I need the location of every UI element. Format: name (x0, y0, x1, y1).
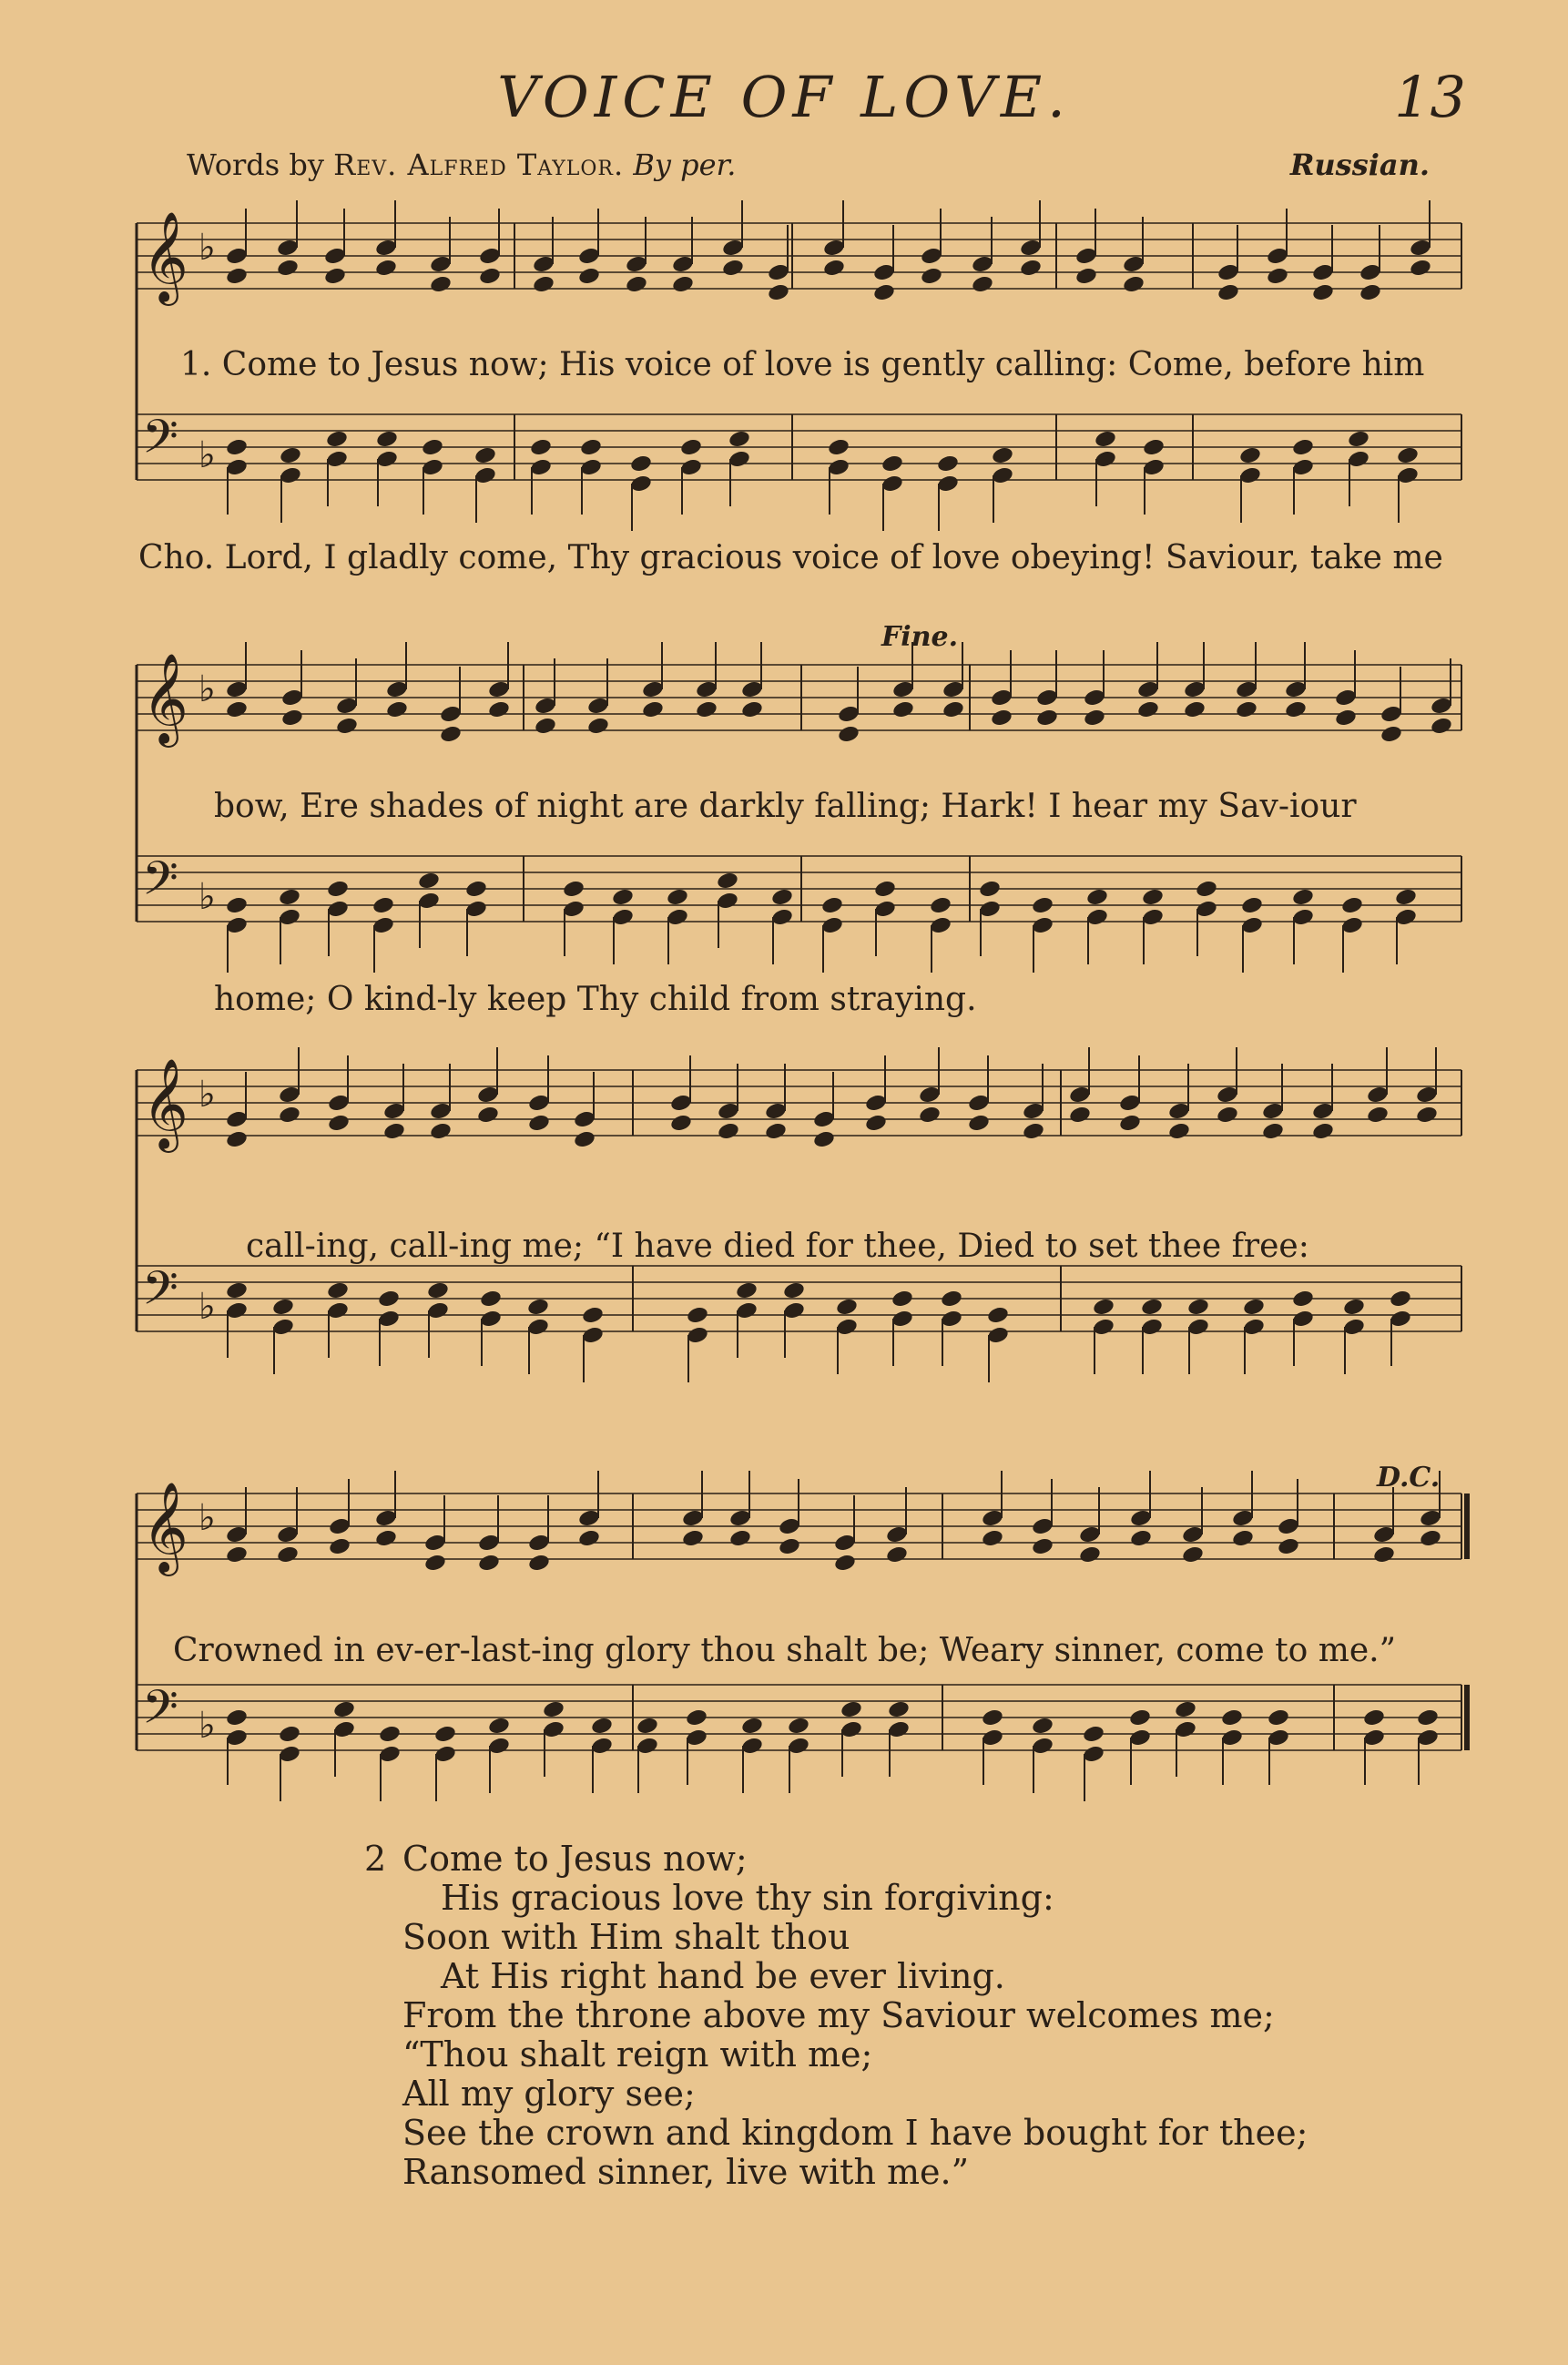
treble-clef-icon: 𝄞 (142, 1482, 188, 1573)
note-head-icon (1068, 1105, 1092, 1125)
note-head-icon (417, 871, 441, 891)
note-head-icon (1291, 437, 1315, 457)
note-head-icon (439, 724, 463, 744)
stanza-line: Ransomed sinner, live with me.” (402, 2152, 970, 2192)
flat-icon: ♭ (199, 227, 216, 269)
note-head-icon (1409, 258, 1432, 278)
stanza-line: From the throne above my Saviour welcomes me; (402, 1995, 1275, 2035)
note-head-icon (487, 1716, 511, 1736)
bass-clef-icon: 𝄢 (142, 1260, 178, 1327)
bass-clef-icon: 𝄢 (142, 851, 178, 917)
note-head-icon (429, 1121, 453, 1141)
note-head-icon (1118, 1113, 1142, 1133)
note-head-icon (1122, 274, 1145, 294)
note-head-icon (527, 1113, 551, 1133)
note-head-icon (1372, 1544, 1396, 1565)
note-head-icon (323, 266, 347, 286)
note-head-icon (636, 1716, 659, 1736)
note-head-icon (864, 1113, 888, 1133)
note-head-icon (629, 454, 653, 474)
note-head-icon (332, 1699, 356, 1719)
note-head-icon (929, 895, 952, 915)
note-head-icon (479, 1289, 503, 1309)
note-head-icon (1035, 708, 1059, 728)
note-head-icon (478, 266, 502, 286)
note-head-icon (942, 699, 965, 719)
stanza-2 (364, 1840, 1308, 2192)
stanza-line: His gracious love thy sin forgiving: (441, 1878, 1054, 1918)
note-head-icon (1235, 699, 1258, 719)
note-head-icon (991, 445, 1014, 465)
page-number: 13 (1394, 64, 1466, 130)
note-head-icon (426, 1280, 450, 1300)
note-head-icon (822, 258, 846, 278)
lyric-system-4: Crowned in ev-er-last-ing glory thou shalt be; Weary sinner, come to me.” (173, 1632, 1396, 1669)
note-head-icon (1141, 887, 1165, 907)
note-head-icon (740, 1716, 764, 1736)
note-head-icon (1128, 1707, 1152, 1728)
tune-name: Russian. (1289, 148, 1430, 182)
note-head-icon (562, 879, 585, 899)
note-head-icon (225, 1544, 249, 1565)
note-head-icon (1136, 699, 1160, 719)
note-head-icon (278, 1724, 301, 1744)
note-head-icon (782, 1280, 806, 1300)
note-head-icon (1183, 699, 1207, 719)
note-head-icon (1415, 1105, 1439, 1125)
note-head-icon (532, 274, 555, 294)
note-head-icon (534, 716, 557, 736)
note-head-icon (770, 887, 794, 907)
note-head-icon (385, 699, 409, 719)
note-head-icon (920, 266, 943, 286)
note-head-icon (1394, 887, 1418, 907)
note-head-icon (1389, 1289, 1412, 1309)
note-head-icon (1186, 1297, 1210, 1317)
note-head-icon (278, 887, 301, 907)
note-head-icon (271, 1297, 295, 1317)
note-head-icon (611, 887, 635, 907)
note-head-icon (579, 437, 603, 457)
note-head-icon (328, 1536, 351, 1556)
note-head-icon (326, 1280, 350, 1300)
note-head-icon (325, 429, 349, 449)
note-head-icon (1140, 1297, 1164, 1317)
hymn-title: VOICE OF LOVE. (497, 64, 1071, 130)
note-head-icon (1267, 1707, 1290, 1728)
note-head-icon (280, 708, 304, 728)
note-head-icon (728, 429, 751, 449)
note-head-icon (374, 258, 398, 278)
note-head-icon (1082, 1724, 1105, 1744)
permission-note: By per. (633, 148, 737, 182)
note-head-icon (1174, 1699, 1197, 1719)
note-head-icon (1167, 1121, 1191, 1141)
note-head-icon (1083, 708, 1106, 728)
note-head-icon (1291, 1289, 1315, 1309)
note-head-icon (1217, 282, 1240, 302)
note-head-icon (721, 258, 745, 278)
note-head-icon (1238, 445, 1262, 465)
note-head-icon (812, 1129, 836, 1149)
note-head-icon (527, 1553, 551, 1573)
note-head-icon (873, 879, 897, 899)
note-head-icon (681, 1528, 705, 1548)
note-head-icon (581, 1305, 605, 1325)
note-head-icon (1284, 699, 1308, 719)
note-head-icon (327, 1113, 351, 1133)
note-head-icon (225, 895, 249, 915)
note-head-icon (335, 716, 359, 736)
note-head-icon (990, 708, 1013, 728)
note-head-icon (1380, 724, 1403, 744)
note-head-icon (477, 1553, 501, 1573)
note-head-icon (279, 445, 302, 465)
note-head-icon (375, 429, 399, 449)
note-head-icon (1092, 1297, 1115, 1317)
note-head-icon (695, 699, 718, 719)
note-head-icon (421, 437, 444, 457)
flat-icon: ♭ (199, 1705, 216, 1747)
note-head-icon (787, 1716, 810, 1736)
author-name: Rev. Alfred Taylor. (333, 148, 625, 182)
note-head-icon (666, 887, 689, 907)
stanza-line: Soon with Him shalt thou (402, 1917, 850, 1957)
note-head-icon (225, 1129, 249, 1149)
note-head-icon (276, 1544, 300, 1565)
note-head-icon (1085, 887, 1109, 907)
note-head-icon (936, 454, 960, 474)
note-head-icon (887, 1699, 911, 1719)
fine-mark: Fine. (881, 621, 959, 653)
stanza-line: Come to Jesus now; (402, 1839, 748, 1879)
note-head-icon (225, 437, 249, 457)
note-head-icon (1359, 282, 1382, 302)
note-head-icon (1261, 1121, 1285, 1141)
note-head-icon (767, 282, 790, 302)
note-head-icon (981, 1528, 1004, 1548)
note-head-icon (872, 282, 896, 302)
note-head-icon (1277, 1536, 1300, 1556)
note-head-icon (1240, 895, 1264, 915)
note-head-icon (891, 699, 915, 719)
stanza-number: 2 (364, 1839, 387, 1879)
lyric-system-3: call-ing, call-ing me; “I have died for thee, Died to set thee free: (246, 1228, 1309, 1265)
note-head-icon (1366, 1105, 1390, 1125)
note-head-icon (1311, 1121, 1335, 1141)
note-head-icon (377, 1289, 401, 1309)
treble-clef-icon: 𝄞 (142, 211, 188, 302)
note-head-icon (967, 1113, 991, 1133)
note-head-icon (1022, 1121, 1045, 1141)
note-head-icon (225, 266, 249, 286)
note-head-icon (1031, 1716, 1054, 1736)
note-head-icon (1019, 258, 1043, 278)
note-head-icon (716, 871, 739, 891)
note-head-icon (1181, 1544, 1205, 1565)
note-head-icon (625, 274, 648, 294)
note-head-icon (1216, 1105, 1239, 1125)
note-head-icon (971, 274, 994, 294)
note-head-icon (1430, 716, 1453, 736)
note-head-icon (1129, 1528, 1153, 1548)
note-head-icon (1266, 266, 1289, 286)
credits-prefix: Words by (187, 148, 334, 182)
note-head-icon (382, 1121, 406, 1141)
flat-icon: ♭ (199, 876, 216, 918)
note-head-icon (326, 879, 350, 899)
note-head-icon (429, 274, 453, 294)
bass-clef-icon: 𝄢 (142, 409, 178, 475)
lyric-system-1-chorus: Cho. Lord, I gladly come, Thy gracious voice of love obeying! Saviour, take me (138, 539, 1443, 576)
flat-icon: ♭ (199, 1497, 216, 1539)
note-head-icon (577, 1528, 601, 1548)
note-head-icon (374, 1528, 398, 1548)
note-head-icon (940, 1289, 963, 1309)
note-head-icon (487, 699, 511, 719)
note-head-icon (476, 1105, 500, 1125)
note-head-icon (764, 1121, 788, 1141)
dc-mark: D.C. (1377, 1462, 1441, 1493)
note-head-icon (840, 1699, 863, 1719)
note-head-icon (586, 716, 610, 736)
note-head-icon (542, 1699, 565, 1719)
note-head-icon (685, 1707, 708, 1728)
note-head-icon (981, 1707, 1004, 1728)
stanza-line: See the crown and kingdom I have bought for thee; (402, 2113, 1308, 2153)
note-head-icon (827, 437, 850, 457)
stanza-line: At His right hand be ever living. (441, 1956, 1005, 1996)
note-head-icon (669, 1113, 693, 1133)
note-head-icon (641, 699, 665, 719)
note-head-icon (1334, 708, 1358, 728)
note-head-icon (526, 1297, 550, 1317)
note-head-icon (1231, 1528, 1255, 1548)
note-head-icon (918, 1105, 942, 1125)
lyric-system-2-chorus: home; O kind-ly keep Thy child from straying. (214, 981, 977, 1018)
note-head-icon (372, 895, 395, 915)
note-head-icon (1031, 1536, 1054, 1556)
note-head-icon (978, 879, 1002, 899)
note-head-icon (573, 1129, 596, 1149)
note-head-icon (473, 445, 497, 465)
note-head-icon (1419, 1528, 1442, 1548)
note-head-icon (885, 1544, 909, 1565)
note-head-icon (1074, 266, 1098, 286)
note-head-icon (735, 1280, 759, 1300)
note-head-icon (423, 1553, 447, 1573)
note-head-icon (837, 724, 860, 744)
note-head-icon (577, 266, 601, 286)
note-head-icon (1220, 1707, 1244, 1728)
note-head-icon (590, 1716, 614, 1736)
note-head-icon (833, 1553, 857, 1573)
note-head-icon (225, 1707, 249, 1728)
note-head-icon (225, 1280, 249, 1300)
flat-icon: ♭ (199, 434, 216, 476)
note-head-icon (1195, 879, 1218, 899)
treble-clef-icon: 𝄞 (142, 1058, 188, 1149)
note-head-icon (1242, 1297, 1266, 1317)
stanza-line: “Thou shalt reign with me; (402, 2034, 873, 2074)
note-head-icon (1078, 1544, 1102, 1565)
note-head-icon (671, 274, 695, 294)
note-head-icon (881, 454, 904, 474)
note-head-icon (278, 1105, 301, 1125)
note-head-icon (891, 1289, 914, 1309)
note-head-icon (1342, 1297, 1366, 1317)
note-head-icon (1340, 895, 1364, 915)
note-head-icon (835, 1297, 859, 1317)
note-head-icon (986, 1305, 1010, 1325)
note-head-icon (225, 699, 249, 719)
bass-clef-icon: 𝄢 (142, 1679, 178, 1746)
note-head-icon (1311, 282, 1335, 302)
note-head-icon (378, 1724, 402, 1744)
note-head-icon (1291, 887, 1315, 907)
note-head-icon (1031, 895, 1054, 915)
flat-icon: ♭ (199, 1074, 216, 1116)
lyric-system-2-verse: bow, Ere shades of night are darkly falling; Hark! I hear my Sav-iour (214, 788, 1357, 825)
treble-clef-icon: 𝄞 (142, 653, 188, 744)
note-head-icon (1094, 429, 1117, 449)
lyric-system-1-verse: 1. Come to Jesus now; His voice of love is gently calling: Come, before him (180, 346, 1425, 383)
note-head-icon (740, 699, 764, 719)
note-head-icon (686, 1305, 709, 1325)
note-head-icon (728, 1528, 752, 1548)
note-head-icon (529, 437, 553, 457)
note-head-icon (464, 879, 488, 899)
note-head-icon (717, 1121, 740, 1141)
note-head-icon (1347, 429, 1370, 449)
note-head-icon (1142, 437, 1166, 457)
note-head-icon (1362, 1707, 1386, 1728)
note-head-icon (433, 1724, 457, 1744)
stanza-line: All my glory see; (402, 2074, 696, 2114)
note-head-icon (1396, 445, 1420, 465)
note-head-icon (1416, 1707, 1440, 1728)
note-head-icon (820, 895, 844, 915)
note-head-icon (679, 437, 703, 457)
note-head-icon (778, 1536, 801, 1556)
flat-icon: ♭ (199, 668, 216, 710)
note-head-icon (276, 258, 300, 278)
flat-icon: ♭ (199, 1286, 216, 1328)
